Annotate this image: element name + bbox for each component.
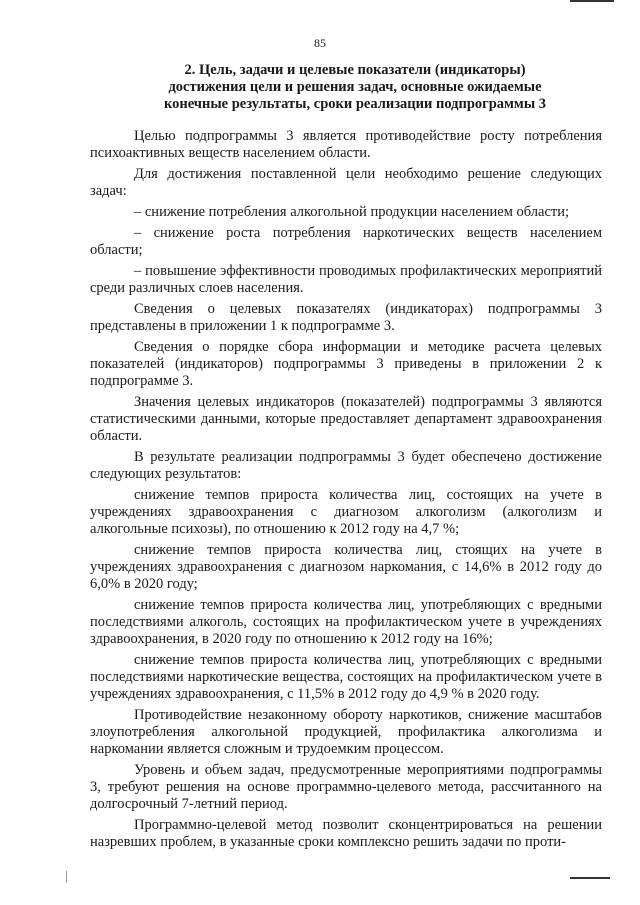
- paragraph-goal: Целью подпрограммы 3 является противодействие росту потребления психоактивных веществ населением области.: [90, 128, 602, 161]
- paragraph-tasks-intro: Для достижения поставленной цели необходимо решение следующих задач:: [90, 166, 602, 199]
- result-item-1: снижение темпов прироста количества лиц, состоящих на учете в учреждениях здравоохранения с диагнозом алкоголизм (алкоголизм и алкогольные психозы), по отношению к 2012 году на 4,7 %;: [90, 487, 602, 537]
- paragraph-results-intro: В результате реализации подпрограммы 3 будет обеспечено достижение следующих результатов:: [90, 449, 602, 482]
- section-heading: [120, 62, 590, 113]
- task-item-2: – снижение роста потребления наркотических веществ населением области;: [90, 225, 602, 258]
- paragraph-method: Программно-целевой метод позволит сконцентрироваться на решении назревших проблем, в указанные сроки комплексно решить задачи по проти-: [90, 817, 602, 850]
- paragraph-counteraction: Противодействие незаконному обороту наркотиков, снижение масштабов злоупотребления алкогольной продукцией, профилактика алкоголизма и наркомании является сложным и трудоемким процессом.: [90, 707, 602, 757]
- task-item-1: – снижение потребления алкогольной продукции населением области;: [134, 204, 570, 220]
- result-item-4: снижение темпов прироста количества лиц, употребляющих с вредными последствиями наркотические вещества, состоящих на профилактическом учете в учреждениях здравоохранения, с 11,5% в 2012 году до 4,9 % в 2020 году.: [90, 652, 602, 702]
- heading-line-3: конечные результаты, сроки реализации подпрограммы 3: [163, 96, 547, 112]
- paragraph-scope: Уровень и объем задач, предусмотренные мероприятиями подпрограммы 3, требуют решения на основе программно-целевого метода, рассчитанного на долгосрочный 7-летний период.: [90, 762, 602, 812]
- scan-artifact-top: [570, 0, 614, 2]
- body-text: [90, 128, 602, 855]
- scan-artifact-bottom-right: [570, 877, 610, 879]
- result-item-2: снижение темпов прироста количества лиц, стоящих на учете в учреждениях здравоохранения с диагнозом наркомания, с 14,6% в 2012 году до 6,0% в 2020 году;: [90, 542, 602, 592]
- result-item-3: снижение темпов прироста количества лиц, употребляющих с вредными последствиями алкоголь, состоящих на профилактическом учете в учреждениях здравоохранения, в 2020 году по отношению к 2012 году на 16%;: [90, 597, 602, 647]
- heading-line-1: 2. Цель, задачи и целевые показатели (индикаторы): [184, 62, 526, 78]
- task-item-3: – повышение эффективности проводимых профилактических мероприятий среди различных слоев населения.: [90, 263, 602, 296]
- paragraph-indicators: Сведения о целевых показателях (индикаторах) подпрограммы 3 представлены в приложении 1 к подпрограмме 3.: [90, 301, 602, 334]
- page-number: 85: [314, 36, 326, 50]
- paragraph-methodology: Сведения о порядке сбора информации и методике расчета целевых показателей (индикаторов) подпрограммы 3 приведены в приложении 2 к подпрограмме 3.: [90, 339, 602, 389]
- scan-artifact-bottom-left: [66, 871, 67, 883]
- heading-line-2: достижения цели и решения задач, основные ожидаемые: [168, 79, 542, 95]
- paragraph-values: Значения целевых индикаторов (показателей) подпрограммы 3 являются статистическими данными, которые предоставляет департамент здравоохранения области.: [90, 394, 602, 444]
